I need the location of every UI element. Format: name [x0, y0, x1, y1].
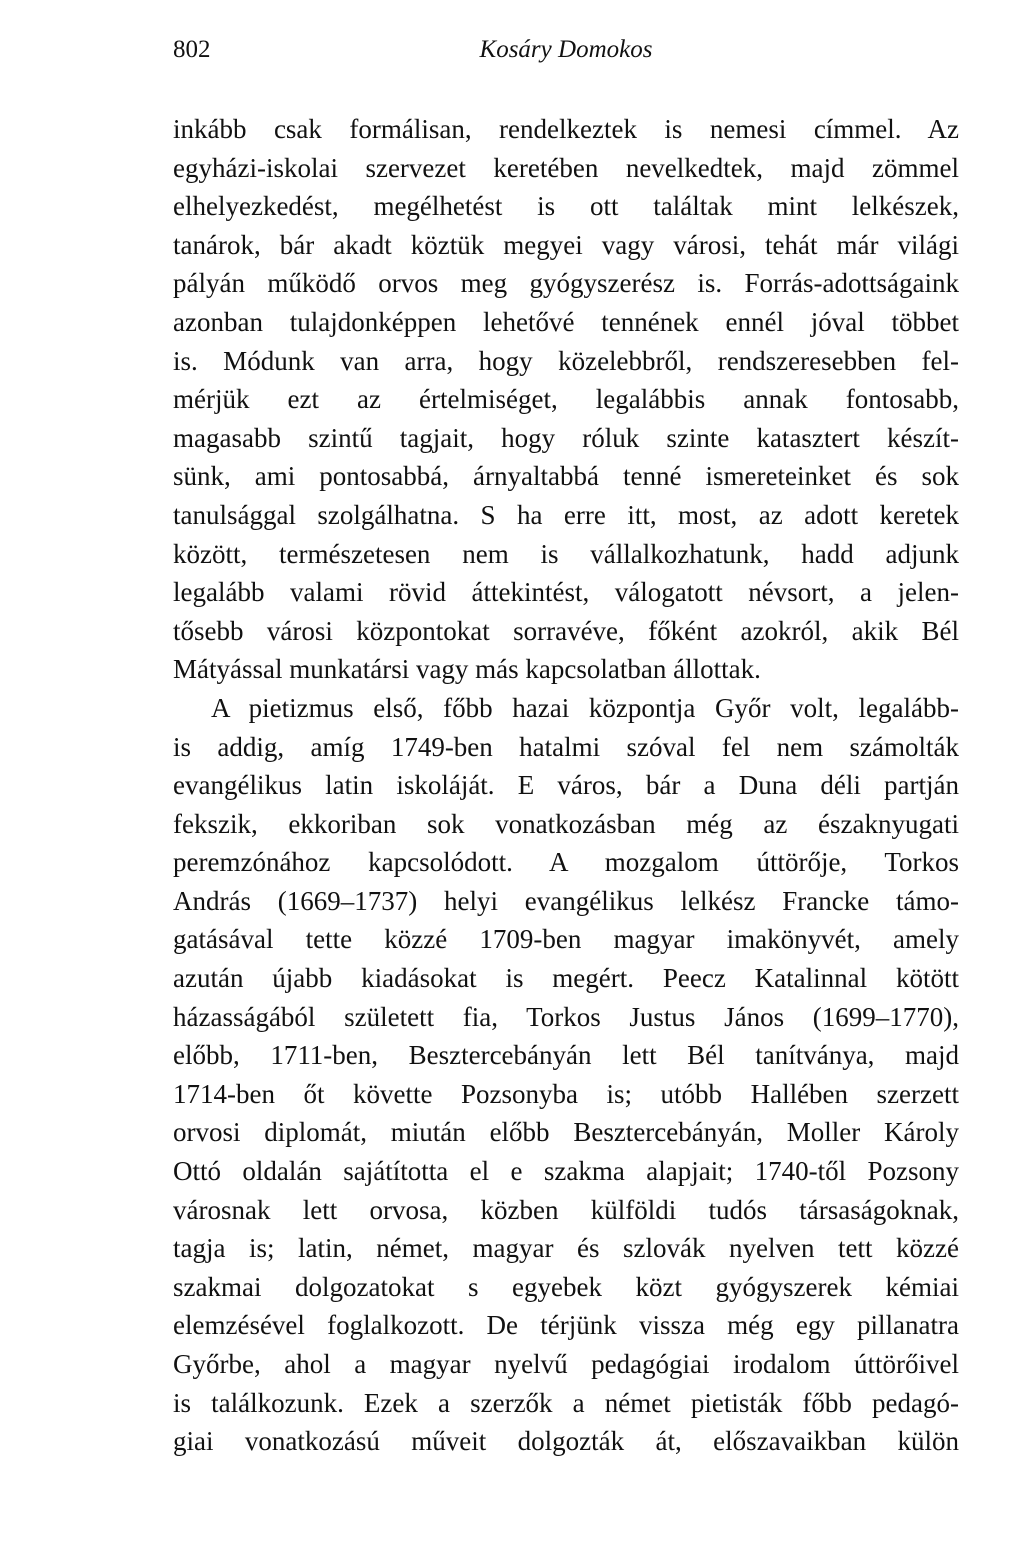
text-line: mérjük ezt az értelmiséget, legalábbis annak fontosabb,: [173, 384, 959, 415]
text-line: legalább valami rövid áttekintést, válogatott névsort, a jelen-: [173, 577, 959, 608]
running-title: Kosáry Domokos: [479, 36, 653, 63]
paragraph: [173, 110, 959, 689]
paragraph: [173, 689, 959, 1461]
running-head: [173, 30, 959, 70]
text-line: elemzésével foglalkozott. De térjünk vissza még egy pillanatra: [173, 1310, 959, 1341]
text-line: pályán működő orvos meg gyógyszerész is. Forrás-adottságaink: [173, 268, 959, 299]
body-text: [173, 110, 959, 1461]
text-line: fekszik, ekkoriban sok vonatkozásban még az északnyugati: [173, 808, 959, 839]
text-line: azonban tulajdonképpen lehetővé tennének ennél jóval többet: [173, 306, 959, 337]
text-line: giai vonatkozású műveit dolgozták át, előszavaikban külön: [173, 1426, 959, 1457]
page-number: 802: [173, 36, 211, 63]
text-line: tanárok, bár akadt köztük megyei vagy városi, tehát már világi: [173, 229, 959, 260]
text-line: egyházi-iskolai szervezet keretében nevelkedtek, majd zömmel: [173, 152, 959, 183]
text-line: Mátyással munkatársi vagy más kapcsolatban állottak.: [173, 654, 761, 685]
text-line: sünk, ami pontosabbá, árnyaltabbá tenné ismereteinket és sok: [173, 461, 959, 492]
text-line: között, természetesen nem is vállalkozhatunk, hadd adjunk: [173, 538, 959, 569]
text-line: is. Módunk van arra, hogy közelebbről, rendszeresebben fel-: [173, 345, 959, 376]
book-page: [173, 30, 959, 1461]
text-line: peremzónához kapcsolódott. A mozgalom úttörője, Torkos: [173, 847, 959, 878]
text-line: Győrbe, ahol a magyar nyelvű pedagógiai irodalom úttörőivel: [173, 1349, 959, 1379]
text-line: 1714-ben őt követte Pozsonyba is; utóbb Hallében szerzett: [173, 1078, 959, 1109]
text-line: szakmai dolgozatokat s egyebek közt gyógyszerek kémiai: [173, 1271, 959, 1302]
text-line: tanulsággal szolgálhatna. S ha erre itt, most, az adott keretek: [173, 499, 959, 530]
text-line: azután újabb kiadásokat is megért. Peecz Katalinnal kötött: [173, 963, 959, 994]
text-line: tősebb városi központokat sorravéve, főként azokról, akik Bél: [173, 615, 959, 646]
text-line: András (1669–1737) helyi evangélikus lelkész Francke támo-: [173, 885, 959, 916]
text-line: előbb, 1711-ben, Besztercebányán lett Bél tanítványa, majd: [173, 1040, 959, 1071]
text-line: Ottó oldalán sajátította el e szakma alapjait; 1740-től Pozsony: [173, 1156, 959, 1187]
text-line: házasságából született fia, Torkos Justus János (1699–1770),: [173, 1001, 959, 1032]
text-line: elhelyezkedést, megélhetést is ott találtak mint lelkészek,: [173, 191, 959, 222]
text-line: inkább csak formálisan, rendelkeztek is nemesi címmel. Az: [173, 114, 959, 144]
text-line: evangélikus latin iskoláját. E város, bár a Duna déli partján: [173, 770, 959, 801]
text-line: A pietizmus első, főbb hazai központja Győr volt, legalább-: [211, 692, 959, 723]
text-line: magasabb szintű tagjait, hogy róluk szinte katasztert készít-: [173, 422, 959, 453]
text-line: orvosi diplomát, miután előbb Besztercebányán, Moller Károly: [173, 1117, 959, 1148]
text-line: gatásával tette közzé 1709-ben magyar imakönyvét, amely: [173, 924, 959, 955]
text-line: városnak lett orvosa, közben külföldi tudós társaságoknak,: [173, 1194, 959, 1225]
text-line: is addig, amíg 1749-ben hatalmi szóval fel nem számolták: [173, 731, 959, 762]
text-line: tagja is; latin, német, magyar és szlovák nyelven tett közzé: [173, 1233, 959, 1264]
text-line: is találkozunk. Ezek a szerzők a német pietisták főbb pedagó-: [173, 1387, 959, 1418]
